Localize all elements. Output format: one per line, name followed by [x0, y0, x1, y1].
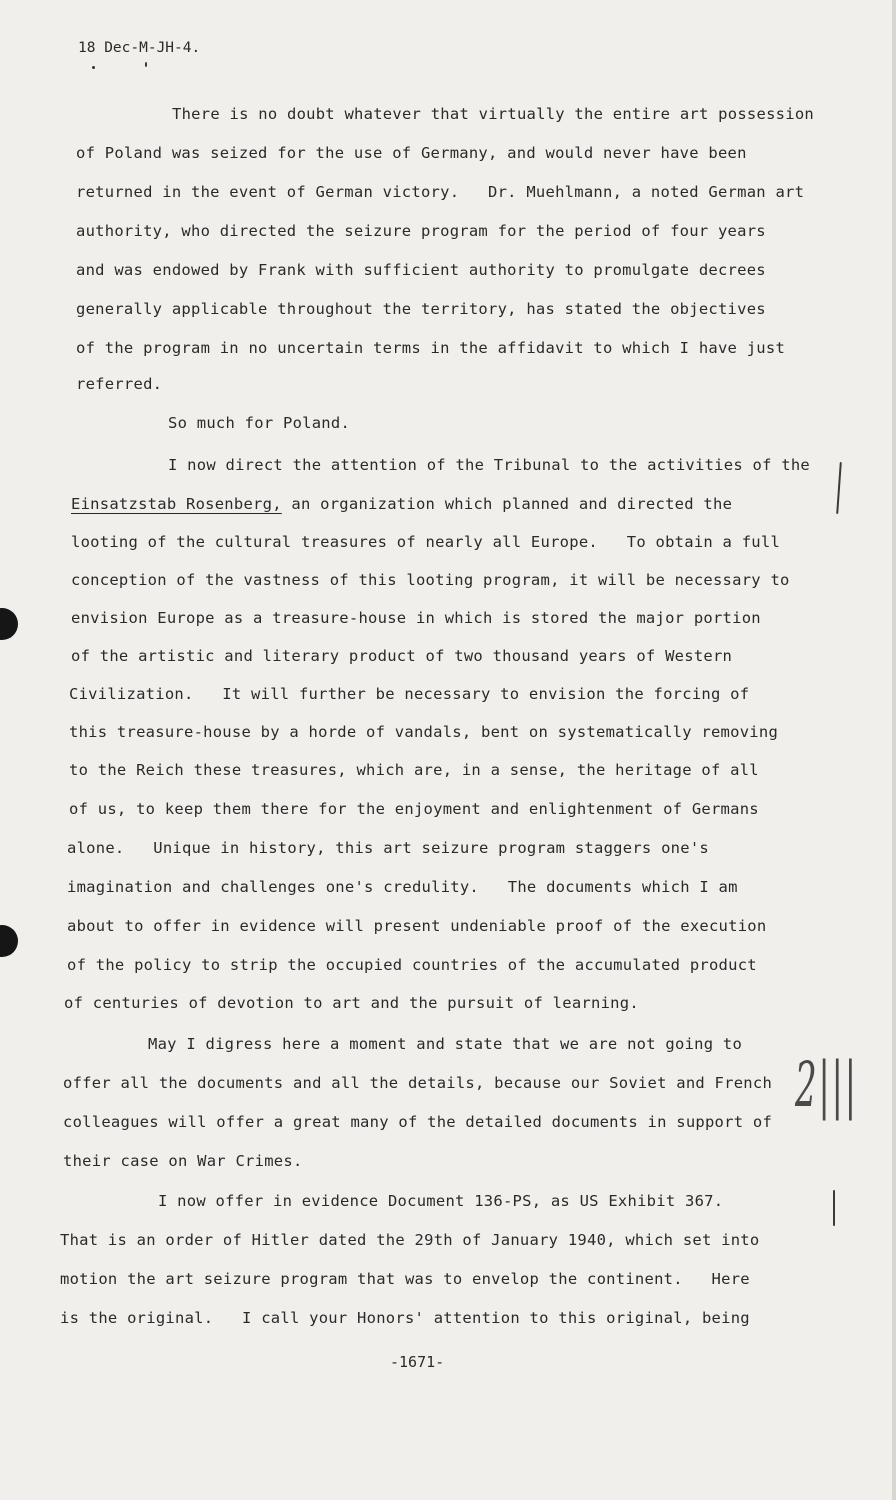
text-line: looting of the cultural treasures of nearly all Europe. To obtain a full — [71, 533, 781, 551]
text-line: I now offer in evidence Document 136-PS, as US Exhibit 367. — [158, 1192, 724, 1210]
text-line: There is no doubt whatever that virtually the entire art possession — [172, 105, 814, 123]
document-reference: 18 Dec-M-JH-4. — [78, 40, 201, 56]
text-line: Civilization. It will further be necessary to envision the forcing of — [69, 685, 750, 703]
margin-mark — [833, 1190, 835, 1226]
handwritten-tally: 2||| — [795, 1048, 858, 1121]
text-line: colleagues will offer a great many of the detailed documents in support of — [63, 1113, 773, 1131]
text-line: envision Europe as a treasure-house in which is stored the major portion — [71, 609, 761, 627]
text-line: this treasure-house by a horde of vandals, bent on systematically removing — [69, 723, 779, 741]
text-line — [71, 494, 732, 514]
text-line: authority, who directed the seizure program for the period of four years — [76, 222, 766, 240]
text-line: offer all the documents and all the details, because our Soviet and French — [63, 1074, 773, 1092]
text-line: returned in the event of German victory. Dr. Muehlmann, a noted German art — [76, 183, 805, 201]
text-line: of centuries of devotion to art and the pursuit of learning. — [64, 994, 639, 1012]
text-line: So much for Poland. — [168, 414, 351, 432]
text-line: their case on War Crimes. — [63, 1152, 303, 1170]
text-line: of the policy to strip the occupied countries of the accumulated product — [67, 956, 757, 974]
text-line: of Poland was seized for the use of Germany, and would never have been — [76, 144, 747, 162]
text-line: I now direct the attention of the Tribunal to the activities of the — [168, 456, 810, 474]
underlined-term: Einsatzstab Rosenberg, — [71, 495, 282, 513]
text-line: May I digress here a moment and state that we are not going to — [148, 1035, 743, 1053]
text-line: That is an order of Hitler dated the 29th of January 1940, which set into — [60, 1231, 760, 1249]
text-line: conception of the vastness of this looting program, it will be necessary to — [71, 571, 790, 589]
text-line: to the Reich these treasures, which are, in a sense, the heritage of all — [69, 761, 759, 779]
text-line: imagination and challenges one's credulity. The documents which I am — [67, 878, 738, 896]
text-line: and was endowed by Frank with sufficient authority to promulgate decrees — [76, 261, 766, 279]
text-line: of the artistic and literary product of two thousand years of Western — [71, 647, 733, 665]
text-line: referred. — [76, 375, 163, 393]
text-line: about to offer in evidence will present undeniable proof of the execution — [67, 917, 767, 935]
ink-speck — [92, 66, 95, 69]
text-line: of the program in no uncertain terms in the affidavit to which I have just — [76, 339, 786, 357]
page-edge — [892, 0, 896, 1500]
text-line: generally applicable throughout the territory, has stated the objectives — [76, 300, 766, 318]
text-line: alone. Unique in history, this art seizure program staggers one's — [67, 839, 709, 857]
text-line: of us, to keep them there for the enjoyment and enlightenment of Germans — [69, 800, 759, 818]
margin-mark — [836, 462, 842, 514]
text-line: is the original. I call your Honors' attention to this original, being — [60, 1309, 750, 1327]
punch-hole-upper — [0, 608, 18, 640]
text-line: motion the art seizure program that was to envelop the continent. Here — [60, 1270, 750, 1288]
ink-speck — [145, 62, 147, 67]
text-span: an organization which planned and directed the — [281, 495, 733, 513]
punch-hole-lower — [0, 925, 18, 957]
page-number: -1671- — [390, 1353, 445, 1371]
